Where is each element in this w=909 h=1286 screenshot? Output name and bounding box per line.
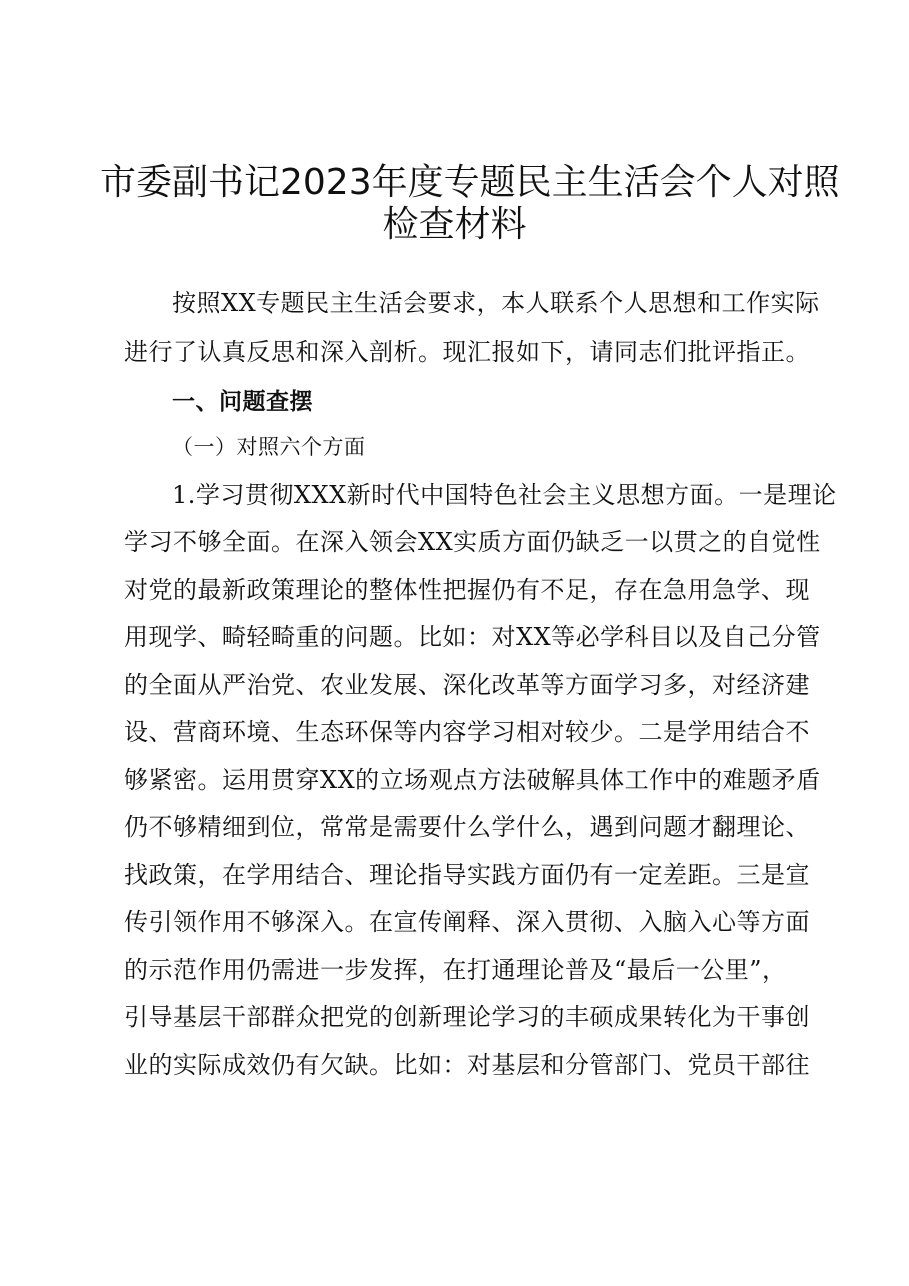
paragraph-line: 设、营商环境、生态环保等内容学习相对较少。二是学用结合不	[124, 718, 810, 746]
paragraph-line: 业的实际成效仍有欠缺。比如：对基层和分管部门、党员干部往	[124, 1051, 810, 1079]
paragraph-line: 学习不够全面。在深入领会XX实质方面仍缺乏一以贯之的自觉性	[124, 528, 821, 556]
subsection-heading-six-aspects: （一）对照六个方面	[172, 435, 366, 459]
paragraph-line: 1.学习贯彻XXX新时代中国特色社会主义思想方面。一是理论	[172, 481, 837, 509]
paragraph-line: 用现学、畸轻畸重的问题。比如：对XX等必学科目以及自己分管	[124, 623, 821, 651]
intro-line-1: 按照XX专题民主生活会要求，本人联系个人思想和工作实际	[172, 289, 820, 317]
paragraph-line: 引导基层干部群众把党的创新理论学习的丰硕成果转化为干事创	[124, 1003, 810, 1031]
paragraph-line: 仍不够精细到位，常常是需要什么学什么，遇到问题才翻理论、	[124, 813, 810, 841]
paragraph-line: 找政策，在学用结合、理论指导实践方面仍有一定差距。三是宣	[124, 861, 810, 889]
document-title-line-1: 市委副书记2023年度专题民主生活会个人对照	[100, 162, 840, 203]
paragraph-line: 传引领作用不够深入。在宣传阐释、深入贯彻、入脑入心等方面	[124, 908, 810, 936]
section-heading-problems: 一、问题查摆	[172, 389, 313, 415]
intro-line-2: 进行了认真反思和深入剖析。现汇报如下，请同志们批评指正。	[124, 338, 810, 366]
document-title-line-2: 检查材料	[382, 204, 527, 245]
paragraph-line: 对党的最新政策理论的整体性把握仍有不足，存在急用急学、现	[124, 576, 810, 604]
paragraph-line: 的示范作用仍需进一步发挥，在打通理论普及“最后一公里”，	[124, 956, 787, 984]
paragraph-line: 够紧密。运用贯穿XX的立场观点方法破解具体工作中的难题矛盾	[124, 766, 821, 794]
paragraph-line: 的全面从严治党、农业发展、深化改革等方面学习多，对经济建	[124, 671, 810, 699]
